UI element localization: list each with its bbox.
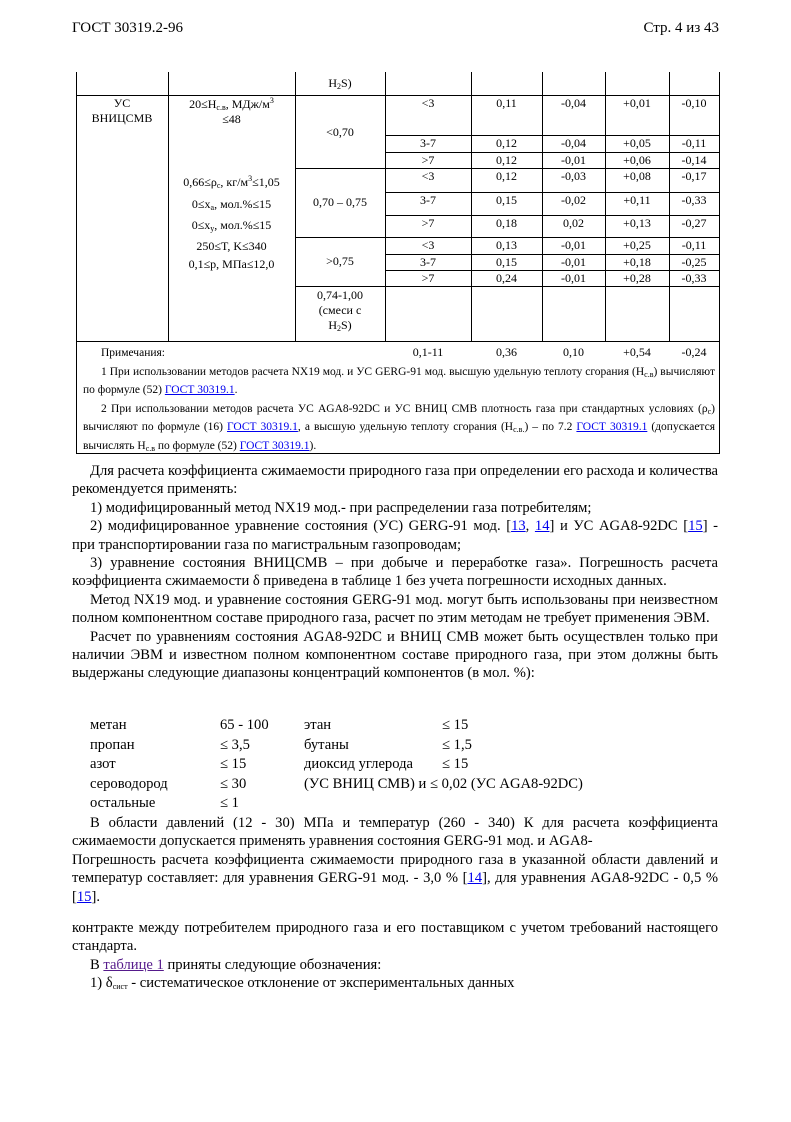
component-v2: ≤ 15 — [442, 756, 469, 772]
density-group-2: 0,70 – 0,75 — [313, 195, 367, 209]
component-v2: ≤ 1,5 — [442, 736, 472, 753]
table-cell-a: 0,15 — [496, 255, 517, 269]
table-cell-a: 0,13 — [496, 238, 517, 252]
ref-link-13[interactable]: 13 — [511, 518, 526, 535]
paragraph-delta: 1) $\delta_{сист}$ - систематическое отклонение от экспериментальных данных — [90, 975, 515, 992]
table-cell-d: -0,11 — [681, 238, 707, 252]
table-cell-c: +0,18 — [623, 255, 651, 269]
table-1-link[interactable]: таблице 1 — [103, 956, 164, 973]
table-cell-r: <3 — [421, 96, 435, 110]
paragraph-item-2: 2) модифицированное уравнение состояния (УС) GERG-91 мод. [13, 14] и УС AGA8-92DC [15] - при транспортировании газа по магистральным газопроводам; — [72, 518, 718, 553]
method-name: УС ВНИЦСМВ — [91, 96, 153, 125]
component-v1: ≤ 30 — [220, 775, 247, 792]
table-cell-d: -0,14 — [681, 153, 707, 167]
component-n1: сероводород — [90, 775, 168, 792]
note-2-link-2[interactable]: ГОСТ 30319.1 — [576, 421, 648, 433]
table-cell-r: 0,1-11 — [412, 345, 444, 359]
table-cell-a: 0,12 — [496, 153, 517, 167]
table-cell-a: 0,15 — [496, 193, 517, 207]
table-cell-r: <3 — [421, 169, 435, 183]
paragraph-notation: В таблице 1 приняты следующие обозначения: — [90, 956, 382, 973]
table-cell-b: -0,01 — [561, 255, 586, 269]
table-cell-d: -0,25 — [681, 255, 707, 269]
table-cell-c: +0,25 — [623, 238, 651, 252]
table-cell-b: -0,01 — [561, 271, 586, 285]
density-group-1: <0,70 — [326, 125, 354, 139]
component-v1: 65 - 100 — [220, 717, 269, 733]
paragraph-high-pressure: В области давлений (12 - 30) МПа и температур (260 - 340) К для расчета коэффициента сжимаемости допускается применять уравнения состояния GERG-91 мод. и AGA8- — [72, 815, 718, 850]
table-cell-b: -0,01 — [561, 153, 586, 167]
table-cell-a: 0,18 — [496, 216, 517, 230]
note-2-link-3[interactable]: ГОСТ 30319.1 — [239, 439, 310, 452]
table-top-fragment: $H_2S$) — [328, 76, 352, 91]
table-cell-r: >7 — [421, 216, 435, 230]
table-cell-r: <3 — [421, 238, 435, 252]
table-cell-a: 0,24 — [496, 271, 517, 285]
note-1-link[interactable]: ГОСТ 30319.1 — [164, 384, 235, 396]
component-n1: метан — [90, 717, 127, 733]
conditions-cell: $20\le H_{с.в}$, МДж/$м^3$ ≤48 — [189, 96, 274, 126]
table-cell-c: +0,28 — [623, 271, 651, 285]
paragraph-contract: контракте между потребителем природного газа и его поставщиком с учетом требований настоящего стандарта. — [72, 920, 718, 955]
table-cell-d: -0,17 — [681, 169, 707, 183]
component-v2: ≤ 15 — [442, 717, 469, 733]
table-notes — [83, 344, 715, 455]
table-cell-c: +0,06 — [623, 153, 651, 167]
table-cell-a: 0,12 — [496, 169, 517, 183]
note-1: 1 При использовании методов расчета NX19 мод. и УС GERG-91 мод. высшую удельную теплоту сгорания $(H_{с.в})$ вычисляют по формуле (52) ГОСТ 30319.1. — [83, 365, 715, 396]
table-cell-a: 0,12 — [496, 136, 517, 150]
table-cell-d: -0,24 — [681, 345, 707, 359]
table-cell-a: 0,11 — [496, 96, 517, 110]
paragraph-item-3: 3) уравнение состояния ВНИЦСМВ – при добыче и переработке газа». Погрешность расчета коэффициента сжимаемости δ приведена в таблице 1 без учета погрешности исходных данных. — [72, 555, 718, 590]
ref-link-15[interactable]: 15 — [688, 518, 703, 535]
ref-link-14[interactable]: 14 — [534, 518, 550, 535]
table-cell-r: >7 — [421, 271, 435, 285]
component-n2: бутаны — [304, 736, 349, 753]
table-cell-b: 0,10 — [563, 345, 584, 359]
table-cell-b: -0,04 — [561, 96, 586, 110]
table-cell-b: -0,04 — [561, 136, 586, 150]
table-cell-c: +0,08 — [623, 169, 651, 183]
table-cell-c: +0,11 — [623, 193, 651, 207]
table-cell-c: +0,01 — [623, 96, 651, 110]
paragraph-accuracy: Погрешность расчета коэффициента сжимаемости природного газа в указанной области давлений и температур составляет: для уравнения GERG-91 мод. - 3,0 % [14], для уравнения AGA8-92DC - 0,5 % [15]. — [72, 851, 718, 905]
ref-link-15b[interactable]: 15 — [76, 888, 92, 905]
paragraph-nx19: Метод NX19 мод. и уравнение состояния GERG-91 мод. могут быть использованы при неизвестном полном компонентном составе природного газа, расчет по этим методам не требует применения ЭВМ. — [72, 591, 718, 627]
table-cell-b: -0,03 — [561, 169, 586, 183]
paragraph-item-1: 1) модифицированный метод NX19 мод.- при распределении газа потребителям; — [90, 499, 592, 516]
table-cell-c: +0,05 — [623, 136, 651, 150]
table-cell-r: 3-7 — [420, 193, 436, 207]
table-cell-d: -0,33 — [681, 193, 707, 207]
table-cell-d: -0,10 — [681, 96, 707, 110]
component-n1: пропан — [90, 736, 135, 753]
table-cell-a: 0,36 — [496, 345, 517, 359]
page-number: Стр. 4 из 43 — [643, 20, 719, 36]
table-cell-d: -0,33 — [681, 271, 707, 285]
conditions-cell-ranges: $0,66\le\rho_с$, $кг/м^3\le 1,05$ $0\le x_a$, мол.%≤15 $0\le x_y$, мол.%≤15 250≤T, K≤340 0,1≤p, МПа≤12,0 — [183, 174, 280, 271]
table-cell-r: 3-7 — [420, 255, 436, 269]
table-cell-b: -0,02 — [561, 193, 586, 207]
table-cell-d: -0,11 — [681, 136, 707, 150]
table-cell-b: -0,01 — [561, 238, 586, 252]
component-v1: ≤ 15 — [220, 756, 247, 772]
paragraph-intro: Для расчета коэффициента сжимаемости природного газа при определении его расхода и количества рекомендуется применять: — [72, 463, 718, 498]
body-section-3 — [72, 919, 718, 993]
paragraph-aga8: Расчет по уравнениям состояния AGA8-92DC и ВНИЦ СМВ может быть осуществлен только при наличии ЭВМ и известном полном компонентном составе природного газа, при этом должны быть выдержаны следующие диапазоны концентраций компонентов (в мол. %): — [72, 628, 718, 682]
component-n1: остальные — [90, 795, 156, 811]
table-cell-d: -0,27 — [681, 216, 707, 230]
body-section-1 — [72, 462, 718, 683]
notes-title: Примечания: — [101, 347, 165, 359]
density-group-3: >0,75 — [326, 254, 354, 268]
density-group-4: 0,74-1,00 (смеси с $H_2S$) — [317, 288, 363, 333]
component-n1: азот — [90, 756, 116, 772]
note-2-link-1[interactable]: ГОСТ 30319.1 — [227, 421, 298, 433]
ref-link-14b[interactable]: 14 — [467, 870, 483, 887]
component-n2: диоксид углерода — [304, 756, 413, 772]
component-v1: ≤ 1 — [220, 795, 239, 811]
note-2: 2 При использовании методов расчета УС AGA8-92DC и УС ВНИЦ СМВ плотность газа при стандартных условиях $(\rho_с)$ вычисляют по формуле (16) ГОСТ 30319.1, а высшую удельную теплоту сгорания $(H_{с.в.})$ – по 7.2 ГОСТ 30319.1 (допускается вычислять $H_{с.в}$ по формуле (52) ГОСТ 30319.1). — [83, 402, 715, 453]
document-code: ГОСТ 30319.2-96 — [72, 20, 183, 36]
table-cell-c: +0,54 — [623, 345, 651, 359]
body-section-2 — [72, 814, 718, 906]
component-v1: ≤ 3,5 — [220, 736, 250, 753]
table-cell-b: 0,02 — [563, 216, 584, 230]
table-cell-r: 3-7 — [420, 136, 436, 150]
table-cell-r: >7 — [421, 153, 435, 167]
component-n2: (УС ВНИЦ СМВ) и ≤ 0,02 (УС AGA8-92DC) — [304, 775, 583, 792]
component-n2: этан — [304, 717, 332, 733]
table-cell-c: +0,13 — [623, 216, 651, 230]
